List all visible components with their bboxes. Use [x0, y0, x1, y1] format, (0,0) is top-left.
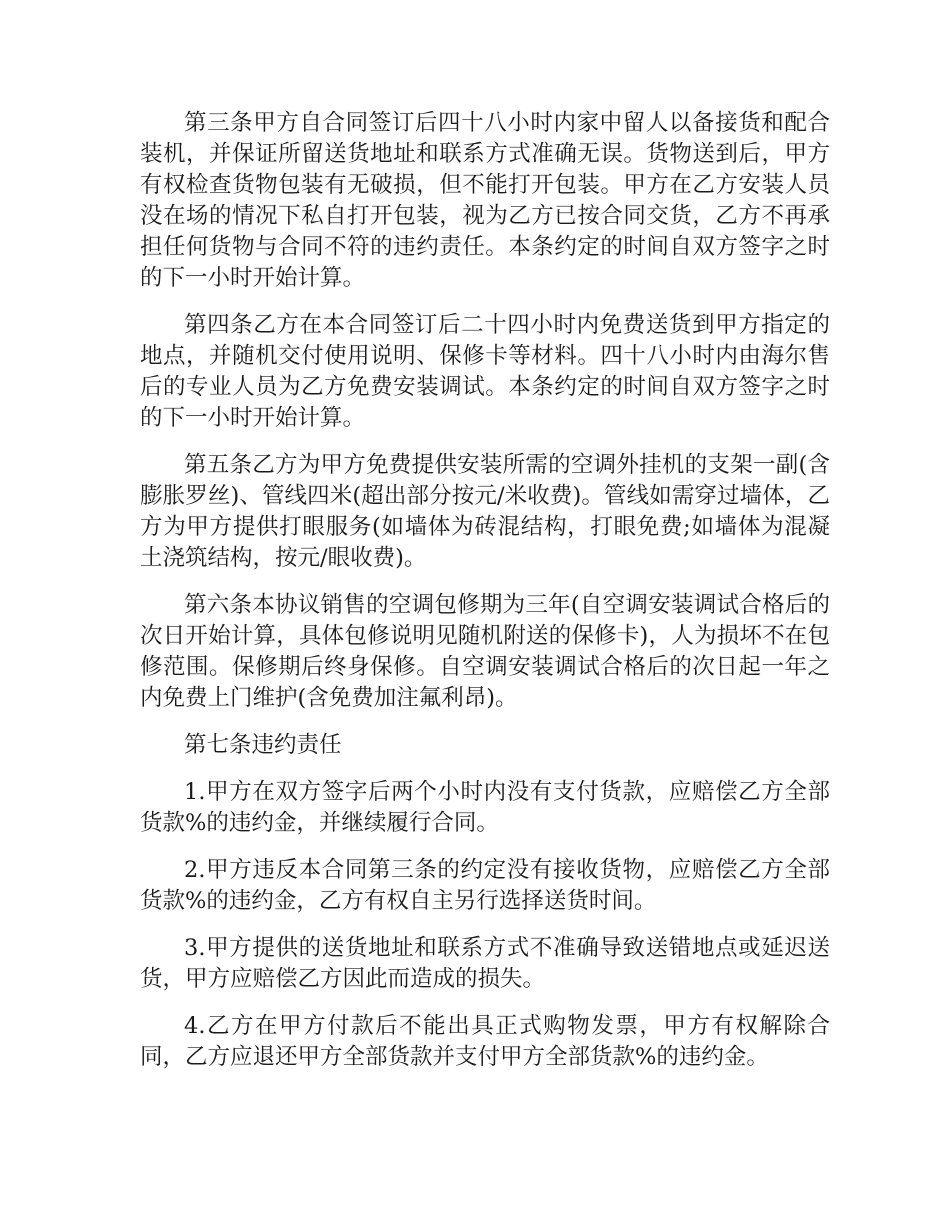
- liability-item-3: 3.甲方提供的送货地址和联系方式不准确导致送错地点或延迟送货，甲方应赔偿乙方因此而造成的损失。: [140, 935, 830, 992]
- clause-5-paragraph: 第五条乙方为甲方免费提供安装所需的空调外挂机的支架一副(含膨胀罗丝)、管线四米(超出部分按元/米收费)。管线如需穿过墙体，乙方为甲方提供打眼服务(如墙体为砖混结构，打眼免费;如墙体为混凝土浇筑结构，按元/眼收费)。: [140, 452, 830, 571]
- liability-item-1: 1.甲方在双方签字后两个小时内没有支付货款，应赔偿乙方全部货款%的违约金，并继续履行合同。: [140, 779, 830, 836]
- clause-4-paragraph: 第四条乙方在本合同签订后二十四小时内免费送货到甲方指定的地点，并随机交付使用说明、保修卡等材料。四十八小时内由海尔售后的专业人员为乙方免费安装调试。本条约定的时间自双方签字之时的下一小时开始计算。: [140, 312, 830, 431]
- liability-item-2: 2.甲方违反本合同第三条的约定没有接收货物，应赔偿乙方全部货款%的违约金，乙方有权自主另行选择送货时间。: [140, 857, 830, 914]
- clause-3-paragraph: 第三条甲方自合同签订后四十八小时内家中留人以备接货和配合装机，并保证所留送货地址和联系方式准确无误。货物送到后，甲方有权检查货物包装有无破损，但不能打开包装。甲方在乙方安装人员没在场的情况下私自打开包装，视为乙方已按合同交货，乙方不再承担任何货物与合同不符的违约责任。本条约定的时间自双方签字之时的下一小时开始计算。: [140, 110, 830, 291]
- liability-item-4: 4.乙方在甲方付款后不能出具正式购物发票，甲方有权解除合同，乙方应退还甲方全部货款并支付甲方全部货款%的违约金。: [140, 1013, 830, 1070]
- clause-7-heading: 第七条违约责任: [184, 732, 342, 758]
- document-body: [140, 108, 830, 1073]
- clause-6-paragraph: 第六条本协议销售的空调包修期为三年(自空调安装调试合格后的次日开始计算，具体包修说明见随机附送的保修卡)，人为损坏不在包修范围。保修期后终身保修。自空调安装调试合格后的次日起一年之内免费上门维护(含免费加注氟利昂)。: [140, 592, 830, 711]
